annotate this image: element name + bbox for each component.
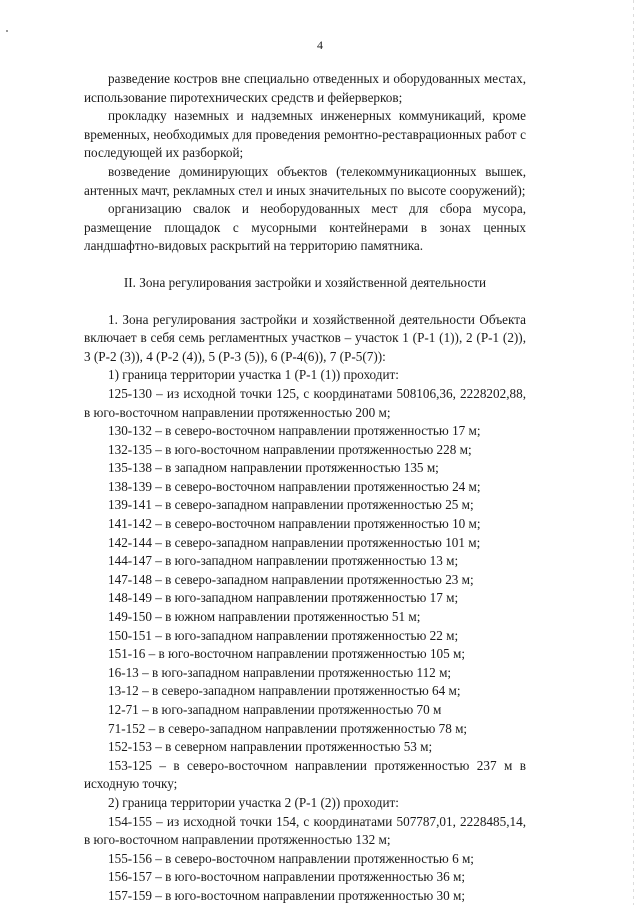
boundary-segment: 157-159 – в юго-восточном направлении протяженностью 30 м; xyxy=(108,887,466,903)
paragraph: прокладку наземных и надземных инженерных коммуникаций, кроме временных, необходимых для проведения ремонтно-реставрационных работ с последующей их разборкой; xyxy=(84,108,526,161)
scan-artifact xyxy=(6,30,8,32)
boundary-segment: 156-157 – в юго-восточном направлении протяженностью 36 м; xyxy=(108,869,466,885)
boundary-segment: 147-148 – в северо-западном направлении протяженностью 23 м; xyxy=(108,571,474,587)
boundary-segment: 155-156 – в северо-восточном направлении протяженностью 6 м; xyxy=(108,850,474,866)
page-number: 4 xyxy=(317,38,323,52)
boundary-segment: 130-132 – в северо-восточном направлении протяженностью 17 м; xyxy=(108,423,481,439)
paragraph: 2) граница территории участка 2 (Р-1 (2)) проходит: xyxy=(108,794,399,810)
boundary-segment: 139-141 – в северо-западном направлении протяженностью 25 м; xyxy=(108,497,474,513)
boundary-segment: 13-12 – в северо-западном направлении протяженностью 64 м; xyxy=(108,683,461,699)
scan-edge-artifact xyxy=(633,0,634,905)
paragraph: 1. Зона регулирования застройки и хозяйственной деятельности Объекта включает в себя семь регламентных участков – участок 1 (Р-1 (1)), 2 (Р-1 (2)), 3 (Р-2 (3)), 4 (Р-2 (4)), 5 (Р-3 (5)), 6 (Р-4(6)), 7 (Р-5(7)): xyxy=(84,311,526,364)
boundary-segment: 150-151 – в юго-западном направлении протяженностью 22 м; xyxy=(108,627,459,643)
boundary-segment: 149-150 – в южном направлении протяженностью 51 м; xyxy=(108,609,421,625)
boundary-segment: 141-142 – в северо-восточном направлении протяженностью 10 м; xyxy=(108,516,481,532)
boundary-segment: 152-153 – в северном направлении протяженностью 53 м; xyxy=(108,739,433,755)
section-heading: II. Зона регулирования застройки и хозяйственной деятельности xyxy=(123,274,487,290)
boundary-segment: 71-152 – в северо-западном направлении протяженностью 78 м; xyxy=(108,720,468,736)
boundary-segment: 132-135 – в юго-восточном направлении протяженностью 228 м; xyxy=(108,441,472,457)
boundary-segment: 153-125 – в северо-восточном направлении протяженностью 237 м в исходную точку; xyxy=(84,757,526,792)
paragraph: 1) граница территории участка 1 (Р-1 (1)) проходит: xyxy=(108,367,399,383)
boundary-segment: 151-16 – в юго-восточном направлении протяженностью 105 м; xyxy=(108,646,466,662)
boundary-segment: 144-147 – в юго-западном направлении протяженностью 13 м; xyxy=(108,553,459,569)
paragraph: возведение доминирующих объектов (телекоммуникационных вышек, антенных мачт, рекламных стел и иных значительных по высоте сооружений); xyxy=(84,163,526,198)
boundary-segment: 154-155 – из исходной точки 154, с координатами 507787,01, 2228485,14, в юго-восточном направлении протяженностью 132 м; xyxy=(84,813,526,848)
boundary-segment: 135-138 – в западном направлении протяженностью 135 м; xyxy=(108,460,439,476)
paragraph: организацию свалок и необорудованных мест для сбора мусора, размещение площадок с мусорными контейнерами в зонах ценных ландшафтно-видовых раскрытий на территорию памятника. xyxy=(84,201,526,254)
boundary-segment: 12-71 – в юго-западном направлении протяженностью 70 м xyxy=(108,702,442,717)
boundary-segment: 16-13 – в юго-западном направлении протяженностью 112 м; xyxy=(108,664,452,680)
boundary-segment: 138-139 – в северо-восточном направлении протяженностью 24 м; xyxy=(108,478,481,494)
boundary-segment: 142-144 – в северо-западном направлении протяженностью 101 м; xyxy=(108,534,481,550)
paragraph: разведение костров вне специально отведенных и оборудованных местах, использование пиротехнических средств и фейерверков; xyxy=(84,71,526,105)
boundary-segment: 125-130 – из исходной точки 125, с координатами 508106,36, 2228202,88, в юго-восточном направлении протяженностью 200 м; xyxy=(84,385,526,420)
boundary-segment: 148-149 – в юго-западном направлении протяженностью 17 м; xyxy=(108,590,459,606)
document-body xyxy=(84,70,526,906)
